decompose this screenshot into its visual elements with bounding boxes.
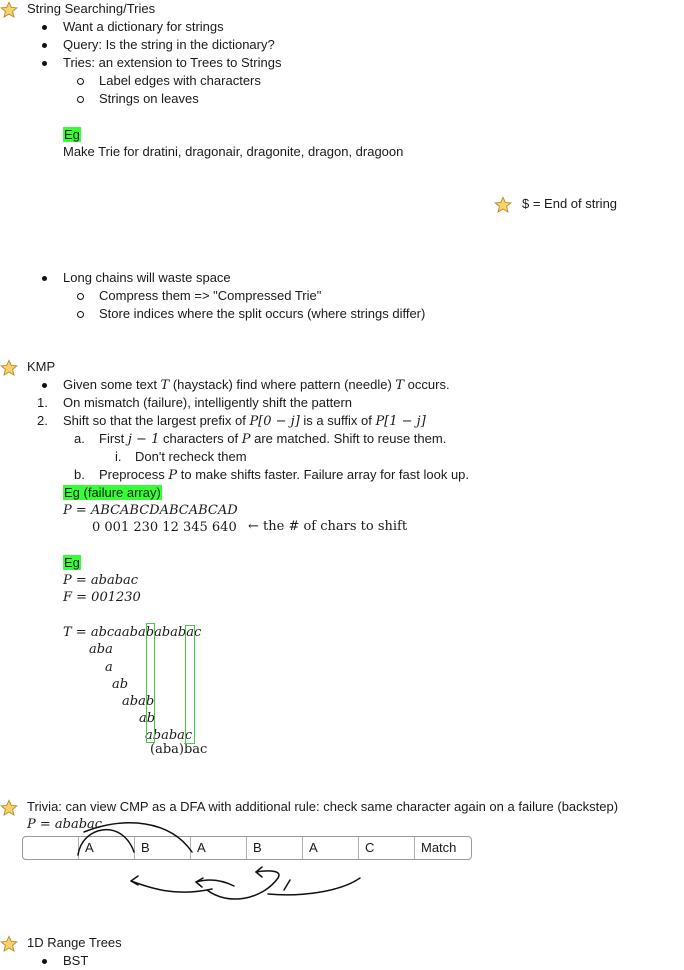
circle-bullet-icon [77, 96, 84, 103]
failure-equation: F = 001230 [63, 590, 141, 605]
list-letter: b. [74, 467, 85, 482]
list-item: Tries: an extension to Trees to Strings [63, 55, 282, 70]
star-icon [0, 1, 18, 19]
end-of-string-note: $ = End of string [522, 196, 618, 211]
failure-note: ← the # of chars to shift [248, 519, 408, 534]
trace-line: abab [122, 694, 155, 709]
circle-bullet-icon [77, 78, 84, 85]
list-item: Query: Is the string in the dictionary? [63, 37, 275, 52]
eg-label: Eg [64, 555, 80, 570]
dfa-cell: C [358, 837, 414, 859]
list-item: Preprocess P to make shifts faster. Failure array for fast look up. [99, 467, 470, 483]
dfa-cell: B [134, 837, 190, 859]
make-trie-text: Make Trie for dratini, dragonair, dragonite, dragon, dragoon [63, 144, 404, 159]
trace-line: ab [112, 677, 129, 692]
dfa-table [22, 836, 472, 860]
eg-label: Eg [64, 127, 80, 142]
dfa-cell: A [190, 837, 246, 859]
trace-line: a [105, 660, 113, 675]
dfa-cell: Match [414, 837, 471, 859]
star-icon [494, 196, 512, 214]
trace-line: ababac [145, 728, 193, 743]
highlight-box [146, 623, 155, 743]
dfa-cell: A [302, 837, 358, 859]
bullet-icon [42, 61, 47, 66]
bullet-icon [42, 276, 47, 281]
list-roman: i. [115, 449, 122, 464]
eg-failure-label: Eg (failure array) [64, 485, 161, 500]
section-title-trivia: Trivia: can view CMP as a DFA with additional rule: check same character again on a failure (backstep) [27, 799, 619, 814]
circle-bullet-icon [77, 311, 84, 318]
pattern-equation: P = ababac [63, 573, 139, 588]
section-title-strings: String Searching/Tries [27, 1, 156, 16]
dfa-cell: A [78, 837, 134, 859]
highlight-box [185, 625, 195, 744]
bullet-icon [42, 43, 47, 48]
list-letter: a. [74, 431, 85, 446]
list-item: Want a dictionary for strings [63, 19, 224, 34]
list-item: Label edges with characters [99, 73, 261, 88]
trace-line: aba [89, 642, 113, 657]
pattern-equation: P = ababac [27, 817, 103, 832]
text-equation: T = abcaababababac [63, 625, 202, 640]
list-item: Strings on leaves [99, 91, 199, 106]
section-title-range: 1D Range Trees [27, 935, 122, 950]
list-number: 1. [37, 395, 48, 410]
list-item: On mismatch (failure), intelligently shift the pattern [63, 395, 353, 410]
failure-values: 0 001 230 12 345 640 [92, 520, 237, 535]
bullet-icon [42, 383, 47, 388]
star-icon [0, 799, 18, 817]
list-item: Compress them => "Compressed Trie" [99, 288, 322, 303]
section-title-kmp: KMP [27, 359, 56, 374]
list-item: Store indices where the split occurs (where strings differ) [99, 306, 426, 321]
trace-line: (aba)bac [150, 742, 208, 757]
star-icon [0, 359, 18, 377]
list-item: Given some text T (haystack) find where pattern (needle) T occurs. [63, 377, 450, 393]
pattern-equation: P = ABCABCDABCABCAD [63, 503, 238, 518]
dfa-cell: B [246, 837, 302, 859]
trace-line: ab [139, 711, 156, 726]
list-number: 2. [37, 413, 48, 428]
list-item: First j − 1 characters of P are matched. Shift to reuse them. [99, 431, 447, 447]
list-item: Don't recheck them [135, 449, 247, 464]
list-item: Shift so that the largest prefix of P[0 − j] is a suffix of P[1 − j] [63, 413, 426, 429]
list-item: Long chains will waste space [63, 270, 231, 285]
star-icon [0, 935, 18, 953]
bullet-icon [42, 25, 47, 30]
circle-bullet-icon [77, 293, 84, 300]
list-item: BST [63, 953, 89, 968]
